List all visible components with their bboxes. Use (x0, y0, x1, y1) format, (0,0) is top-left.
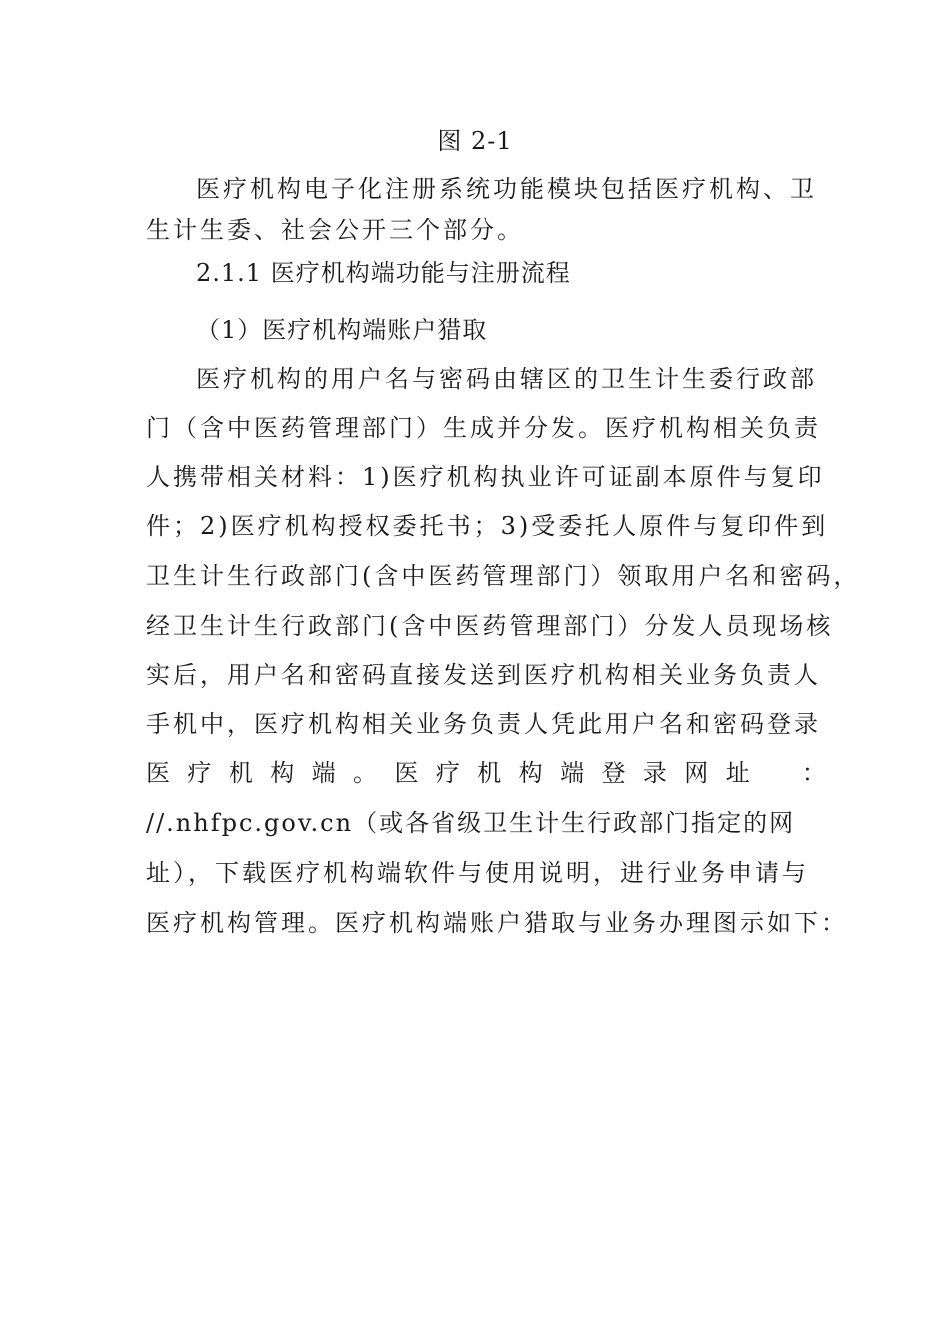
line-9-char: 端 (560, 759, 585, 787)
line-9-char: 构 (270, 759, 295, 787)
paragraph-2-line-8: 手机中，医疗机构相关业务负责人凭此用户名和密码登录 (146, 710, 821, 738)
paragraph-2-line-12: 医疗机构管理。医疗机构端账户猎取与业务办理图示如下： (146, 909, 848, 937)
section-heading: 2.1.1 医疗机构端功能与注册流程 (196, 259, 571, 287)
paragraph-2-line-6: 经卫生计生行政部门(含中医药管理部门）分发人员现场核 (146, 612, 834, 640)
paragraph-2-line-10: //.nhfpc.gov.cn（或各省级卫生计生行政部门指定的网 (146, 809, 796, 837)
line-9-char: 网 (684, 759, 709, 787)
line-9-char: 医 (394, 759, 419, 787)
line-9-char: 机 (228, 759, 253, 787)
line-9-char: 。 (353, 759, 378, 787)
paragraph-1-line-2: 生计生委、社会公开三个部分。 (146, 216, 524, 244)
line-9-char: 疗 (435, 759, 460, 787)
paragraph-2-line-11: 址），下载医疗机构端软件与使用说明，进行业务申请与 (146, 859, 809, 887)
paragraph-2-line-4: 件；2)医疗机构授权委托书；3)受委托人原件与复印件到 (146, 512, 829, 540)
line-9-char: 医 (146, 759, 170, 787)
paragraph-1-line-1: 医疗机构电子化注册系统功能模块包括医疗机构、卫 (196, 175, 817, 203)
figure-caption: 图 2-1 (437, 127, 513, 155)
paragraph-2-line-9 (146, 756, 826, 790)
paragraph-2-line-2: 门（含中医药管理部门）生成并分发。医疗机构相关负责 (146, 414, 821, 442)
line-9-char: 构 (518, 759, 543, 787)
line-9-char: 录 (642, 759, 667, 787)
paragraph-2-line-7: 实后，用户名和密码直接发送到医疗机构相关业务负责人 (146, 661, 821, 689)
line-9-char: 址 (725, 759, 750, 787)
line-9-char: 端 (311, 759, 336, 787)
paragraph-2-line-3: 人携带相关材料：1)医疗机构执业许可证副本原件与复印 (146, 463, 825, 491)
paragraph-2-line-5: 卫生计生行政部门(含中医药管理部门）领取用户名和密码， (146, 562, 861, 590)
paragraph-2-line-1: 医疗机构的用户名与密码由辖区的卫生计生委行政部 (196, 365, 817, 393)
line-9-char: 疗 (187, 759, 212, 787)
subsection-heading: （1）医疗机构端账户猎取 (196, 316, 488, 344)
line-9-char: 机 (477, 759, 502, 787)
line-9-char: 登 (601, 759, 626, 787)
line-9-char: ： (801, 759, 826, 787)
